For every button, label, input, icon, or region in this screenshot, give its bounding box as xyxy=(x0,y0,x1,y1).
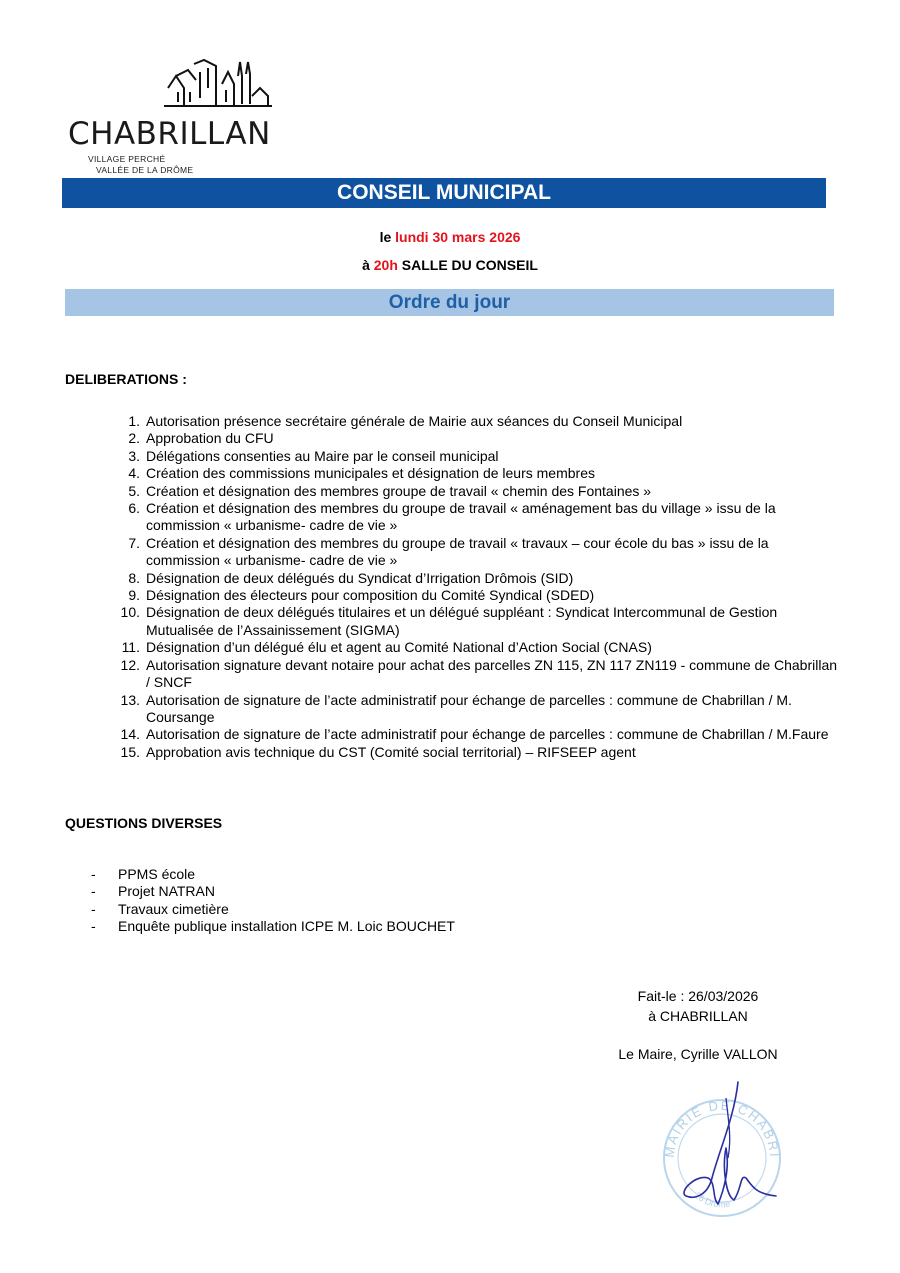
date-value: lundi 30 mars 2026 xyxy=(395,229,521,245)
deliberations-heading: DELIBERATIONS : xyxy=(65,371,187,387)
date-prefix: le xyxy=(379,229,392,245)
deliberations-list xyxy=(110,413,840,761)
done-at-place: à CHABRILLAN xyxy=(648,1008,748,1024)
logo-subtitle-1: VILLAGE PERCHÉ xyxy=(88,154,166,164)
list-item: 10. Désignation de deux délégués titulaires et un délégué suppléant : Syndicat Intercommunal de Gestion Mutualisée de l’Assainissement (SIGMA) xyxy=(120,604,778,638)
meeting-date xyxy=(0,229,900,245)
list-item: - PPMS école xyxy=(91,866,196,882)
list-item: 5. Création et désignation des membres groupe de travail « chemin des Fontaines » xyxy=(128,482,652,499)
list-item: 6. Création et désignation des membres du groupe de travail « aménagement bas du village » issu de la commission « urbanisme- cadre de vie » xyxy=(128,500,776,534)
signer-name: Le Maire, Cyrille VALLON xyxy=(618,1046,778,1062)
list-item: 2. Approbation du CFU xyxy=(128,430,274,447)
time-value: 20h xyxy=(373,257,398,273)
village-skyline-icon xyxy=(164,58,274,114)
list-item: 12. Autorisation signature devant notaire pour achat des parcelles ZN 115, ZN 117 ZN119 - commune de Chabrillan / SNCF xyxy=(120,656,838,691)
time-prefix: à xyxy=(362,257,370,273)
list-item: 14. Autorisation de signature de l’acte administratif pour échange de parcelles : commune de Chabrillan / M.Faure xyxy=(120,726,829,743)
meeting-time-location xyxy=(0,257,900,273)
list-item: 7. Création et désignation des membres du groupe de travail « travaux – cour école du bas » issu de la commission « urbanisme- cadre de vie » xyxy=(128,534,769,569)
mayor-stamp-signature xyxy=(656,1078,786,1218)
list-item: 8. Désignation de deux délégués du Syndicat d’Irrigation Drômois (SID) xyxy=(128,569,574,586)
list-item: 3. Délégations consenties au Maire par le conseil municipal xyxy=(128,447,499,464)
svg-text:MAIRIE DE CHABRILLAN xyxy=(656,1078,782,1159)
page-title: CONSEIL MUNICIPAL xyxy=(62,178,826,208)
questions-heading: QUESTIONS DIVERSES xyxy=(65,815,223,831)
list-item: 9. Désignation des électeurs pour composition du Comité Syndical (SDED) xyxy=(128,587,595,604)
stamp-text: MAIRIE DE CHABRI xyxy=(661,1097,783,1159)
list-item: - Travaux cimetière xyxy=(91,900,229,917)
stamp-subtext: 26 Drôme xyxy=(692,1189,731,1210)
questions-list xyxy=(88,866,455,936)
list-item: 15. Approbation avis technique du CST (Comité social territorial) – RIFSEEP agent xyxy=(120,743,636,760)
logo xyxy=(66,58,276,176)
agenda-title: Ordre du jour xyxy=(65,289,834,316)
logo-subtitle-2: VALLÉE DE LA DRÔME xyxy=(96,165,194,175)
list-item: - Enquête publique installation ICPE M. Loic BOUCHET xyxy=(91,918,455,935)
logo-name: CHABRILLAN xyxy=(68,116,271,152)
list-item: 11. Désignation d’un délégué élu et agent au Comité National d’Action Social (CNAS) xyxy=(121,639,652,656)
list-item: 4. Création des commissions municipales et désignation de leurs membres xyxy=(128,465,595,482)
svg-text:26 Drôme xyxy=(693,1190,731,1209)
list-item: 1. Autorisation présence secrétaire générale de Mairie aux séances du Conseil Municipal xyxy=(128,413,683,429)
done-on-date: Fait-le : 26/03/2026 xyxy=(637,988,759,1004)
list-item: 13. Autorisation de signature de l’acte administratif pour échange de parcelles : commune de Chabrillan / M. Coursange xyxy=(120,691,792,725)
location: SALLE DU CONSEIL xyxy=(401,257,538,273)
list-item: - Projet NATRAN xyxy=(91,883,215,900)
